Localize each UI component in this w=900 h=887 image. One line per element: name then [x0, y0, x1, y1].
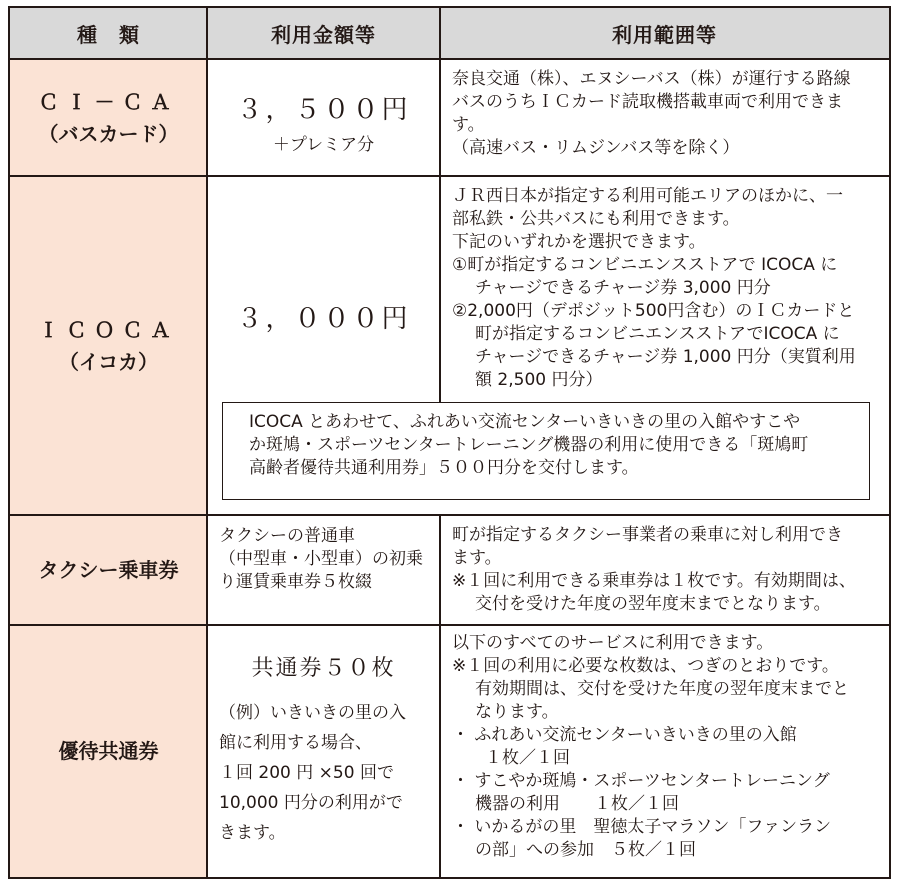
row-icoca-type — [10, 176, 207, 515]
yutai-example-line: きます。 — [219, 823, 286, 843]
yutai-scope-note-line: なります。 — [475, 702, 559, 722]
icoca-note-line: ICOCA とあわせて、ふれあい交流センターいきいきの里の入館やすこや — [249, 412, 801, 432]
grid-line — [10, 175, 889, 177]
cica-name-sub: （バスカード） — [38, 121, 179, 146]
cica-scope-line: （高速バス・リムジンバス等を除く） — [452, 138, 740, 158]
header-amount-label: 利用金額等 — [271, 23, 376, 47]
icoca-note-line: か斑鳩・スポーツセンタートレーニング機器の利用に使用できる「斑鳩町 — [249, 435, 809, 455]
cica-scope-line: 奈良交通（株）、エヌシーバス（株）が運行する路線 — [452, 69, 851, 89]
yutai-example-line: （例）いきいきの里の入 — [219, 703, 406, 723]
taxi-scope-note-line: ※１回に利用できる乗車券は１枚です。有効期間は、 — [452, 571, 856, 591]
header-type — [10, 8, 207, 59]
grid-line — [10, 58, 889, 60]
icoca-option2-line: チャージできるチャージ券 1,000 円分（実質利用 — [475, 347, 856, 367]
cica-scope-line: バスのうちＩＣカード読取機搭載車両で利用できま — [452, 92, 843, 112]
icoca-option2-line: 町が指定するコンビニエンスストアでICOCA に — [475, 324, 840, 344]
yutai-scope-note-line: 有効期間は、交付を受けた年度の翌年度末までと — [475, 679, 849, 699]
cica-amount: ３，５００円 — [236, 95, 411, 125]
yutai-example-line: 館に利用する場合、 — [219, 733, 372, 753]
icoca-option1-line: ①町が指定するコンビニエンスストアで ICOCA に — [452, 255, 838, 275]
yutai-service-line: 機器の利用 １枚／１回 — [475, 794, 679, 814]
header-scope — [440, 8, 889, 59]
yutai-example — [207, 682, 440, 848]
icoca-scope-line: 下記のいずれかを選択できます。 — [452, 232, 706, 252]
row-yutai-scope — [440, 625, 889, 877]
yutai-amount: 共通券５０枚 — [251, 656, 396, 681]
row-taxi-scope — [440, 515, 889, 625]
row-icoca-amount — [207, 176, 440, 404]
row-yutai-amount — [207, 625, 440, 877]
grid-line — [206, 8, 208, 877]
icoca-name-sub: （イコカ） — [58, 349, 159, 374]
icoca-note-line: 高齢者優待共通利用券」５００円分を交付します。 — [249, 458, 639, 478]
yutai-service-line: ・ ふれあい交流センターいきいきの里の入館 — [452, 725, 797, 745]
icoca-name: ＩＣＯＣＡ — [38, 317, 179, 342]
taxi-amount-line: （中型車・小型車）の初乗 — [219, 549, 423, 569]
cica-amount-sub: ＋プレミア分 — [272, 135, 375, 155]
icoca-scope-line: ＪＲ西日本が指定する利用可能エリアのほかに、一 — [452, 186, 843, 206]
grid-line — [439, 8, 441, 404]
yutai-name: 優待共通券 — [58, 739, 159, 763]
taxi-name: タクシー乗車券 — [38, 558, 179, 582]
yutai-scope-intro: 以下のすべてのサービスに利用できます。 — [452, 633, 774, 653]
grid-line — [10, 624, 889, 626]
yutai-example-line: １回 200 円 ×50 回で — [219, 763, 394, 783]
row-taxi-amount — [207, 515, 440, 625]
header-scope-label: 利用範囲等 — [612, 23, 717, 47]
taxi-amount-line: タクシーの普通車 — [219, 526, 355, 546]
yutai-scope-note-line: ※１回の利用に必要な枚数は、つぎのとおりです。 — [452, 656, 839, 676]
cica-name: ＣＩ－ＣＡ — [38, 89, 179, 114]
row-cica-amount — [207, 59, 440, 176]
header-type-label: 種 類 — [77, 23, 140, 47]
row-taxi-type — [10, 515, 207, 625]
yutai-service-line: ・ すこやか斑鳩・スポーツセンタートレーニング — [452, 771, 830, 791]
grid-line — [10, 514, 889, 516]
taxi-scope-note-line: 交付を受けた年度の翌年度末までとなります。 — [475, 594, 831, 614]
yutai-service-line: １枚／１回 — [485, 748, 570, 768]
icoca-option2-line: ②2,000円（デポジット500円含む）のＩＣカードと — [452, 301, 855, 321]
taxi-scope-line: 町が指定するタクシー事業者の乗車に対し利用でき — [452, 525, 843, 545]
row-cica-scope — [440, 59, 889, 176]
header-amount — [207, 8, 440, 59]
row-icoca-scope — [440, 176, 889, 404]
grid-line — [439, 514, 441, 877]
icoca-option1-line: チャージできるチャージ券 3,000 円分 — [475, 278, 771, 298]
icoca-note-box — [222, 402, 870, 500]
cica-scope-line: す。 — [452, 115, 485, 135]
taxi-scope-line: ます。 — [452, 548, 502, 568]
row-yutai-type — [10, 625, 207, 877]
icoca-amount: ３，０００円 — [236, 304, 411, 334]
taxi-amount-line: り運賃乗車券５枚綴 — [219, 572, 372, 592]
row-cica-type — [10, 59, 207, 176]
icoca-scope-line: 部私鉄・公共バスにも利用できます。 — [452, 209, 740, 229]
yutai-example-line: 10,000 円分の利用がで — [219, 793, 403, 813]
icoca-option2-line: 額 2,500 円分） — [475, 370, 603, 390]
yutai-service-line: の部」への参加 ５枚／１回 — [475, 840, 696, 860]
yutai-service-line: ・ いかるがの里 聖徳太子マラソン「ファンラン — [452, 817, 832, 837]
